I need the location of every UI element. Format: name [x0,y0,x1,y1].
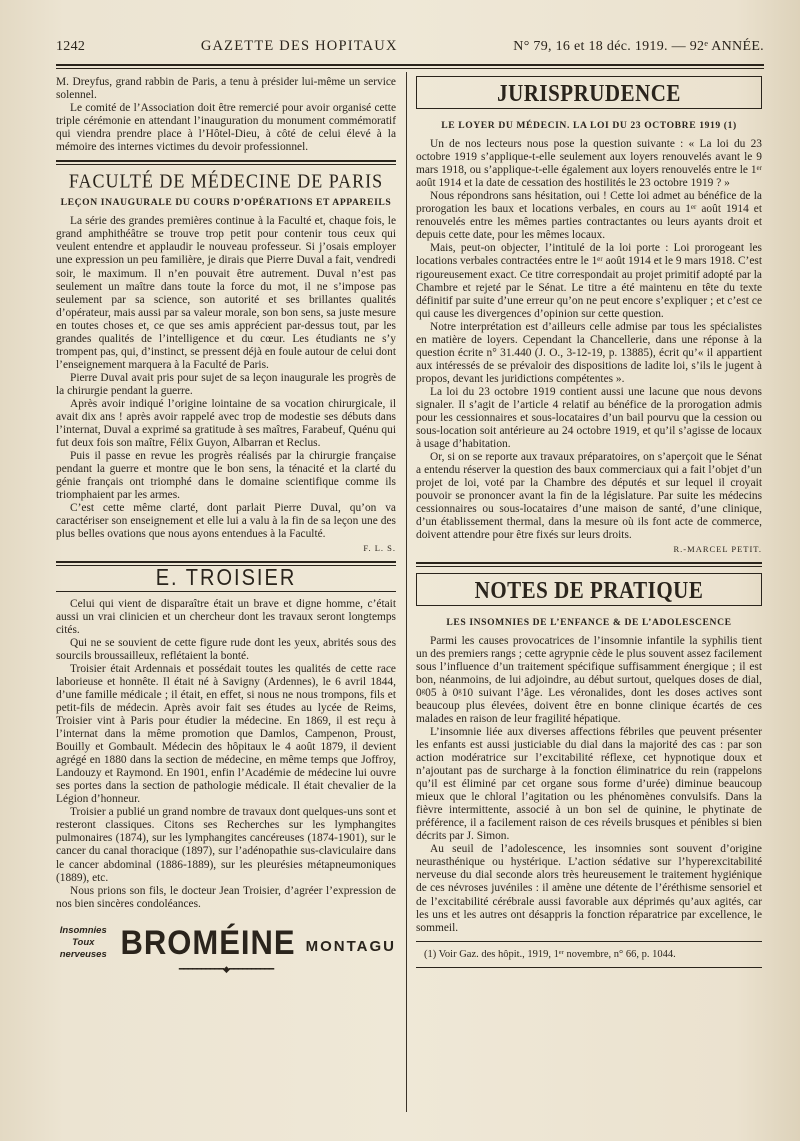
faculte-paragraph-1: La série des grandes premières continue à la Faculté et, chaque fois, le grand amphithéâtre se trouve trop petit pour contenir tous ceux qui veulent entendre et applaudir le nouveau professeur. Si j’osais employer une expression un peu familière, je dirais que Pierre Duval a fait, vendredi soir, le maximum. Il n’en pouvait être autrement. Duval n’est pas seulement un maître dans toute la force du mot, il ne s’impose pas seulement par sa science, son autorité et ses brillantes qualités d’opérateur, mais aussi par sa valeur morale, son bon sens, sa juste mesure en toutes choses et, ce que ses amis apprécient par-dessus tout, par les grandes qualités de l’intelligence et du cœur. Les étudiants ne s’y trompent pas, qui, d’instinct, se pressent déjà en foule autour de celui dont l’enseignement marquera à la Faculté de Paris. [56,215,396,371]
faculte-subhead: LEÇON INAUGURALE DU COURS D’OPÉRATIONS ET APPAREILS [60,197,392,209]
notes-subhead: LES INSOMNIES DE L’ENFANCE & DE L’ADOLESCENCE [446,616,732,628]
troisier-paragraph-4: Troisier a publié un grand nombre de travaux dont quelques-uns sont et resteront classiques. Citons ses Recherches sur les lymphangites pulmonaires (1874), sur les lymphangites cancéreuses (1874-1901), sur le cancer du canal thoracique (1897), sur l’adénopathie sus-claviculaire dans le cancer abdominal (1886-1889), sur les pleurésies métapneumoniques (1889), etc. [56,806,396,884]
faculte-paragraph-4: Puis il passe en revue les progrès réalisés par la chirurgie française pendant la guerre et montre que le bon sens, la ténacité et la clarté du génie français ont triomphé dans le domaine scientifique comme ils triomphaient par les armes. [56,450,396,502]
column-divider [406,72,407,1112]
footnote-rule-bottom [416,967,762,968]
header-rule [56,64,764,69]
faculte-signature [56,542,396,555]
ornament-divider: ━━━━━━━━━━◆━━━━━━━━━━ [178,963,274,974]
troisier-paragraph-2: Qui ne se souvient de cette figure rude dont les yeux, abrités sous des sourcils broussailleux, reflétaient la bonté. [56,636,396,662]
jurisprudence-title: JURISPRUDENCE [497,79,681,107]
troisier-paragraph-5: Nous prions son fils, le docteur Jean Troisier, d’agréer l’expression de nos bien sincères condoléances. [56,884,396,910]
ad-side-line-2: Toux nerveuses [59,936,107,960]
intro-paragraph-1: M. Dreyfus, grand rabbin de Paris, a tenu à présider lui-même un service solennel. [56,76,396,102]
advertisement [56,925,396,961]
section-rule [416,562,762,567]
faculte-paragraph-2: Pierre Duval avait pris pour sujet de sa leçon inaugurale les progrès de la chirurgie pendant la guerre. [56,371,396,397]
footnote: (1) Voir Gaz. des hôpit., 1919, 1ᵉʳ novembre, n° 66, p. 1044. [424,948,676,960]
notes-box [416,573,762,606]
section-rule [56,160,396,165]
troisier-paragraph-3: Troisier était Ardennais et possédait toutes les qualités de cette race laborieuse et honnête. Il était né à Savigny (Ardennes), le 6 avril 1844, d’une famille médicale ; il était, en effet, si nous ne nous trompons, fils et petit-fils de médecin. Après avoir fait ses études au lycée de Reims, Troisier vint à Paris pour étudier la médecine. En 1869, il est reçu à l’internat dans la même promotion que Damlos, Campenon, Proust, Bouilly et Gombault. Médecin des hôpitaux le 4 août 1879, il devient agrégé en 1880 dans la section de médecine, en même temps que Joffroy, Landouzy et Raymond. En 1901, enfin l’Académie de médecine lui ouvre ses portes dans la section de pathologie médicale. Il était chevalier de la Légion d’honneur. [56,662,396,806]
jurisprudence-signature-text: R.-MARCEL PETIT. [673,543,762,554]
ad-side-text [56,925,111,961]
ad-product: BROMÉINE [120,923,296,962]
footnote-rule [416,941,762,942]
faculte-signature-text: F. L. S. [363,542,396,553]
notes-title: NOTES DE PRATIQUE [474,575,704,604]
intro-paragraph-2: Le comité de l’Association doit être remercié pour avoir organisé cette triple cérémonie en attendant l’inauguration du monument commémoratif qui viendra prendre place à l’Hôtel-Dieu, à côté de celui élevé à la mémoire des internes victimes du devoir professionnel. [56,102,396,154]
jurisprudence-signature [416,543,762,556]
jurisprudence-paragraph-3: Mais, peut-on objecter, l’intitulé de la loi porte : Loi prorogeant les locations verbales contractées entre le 1ᵉʳ août 1914 et le 9 mars 1918. C’est rigoureusement exact. Ce titre correspondait au projet primitif adopté par la Chambre et rejeté par le Sénat. Le titre a été maintenu en tête du texte définitif par suite d’une erreur qu’on ne peut encore s’expliquer ; et c’est ce qui cause les divergences d’opinion sur cette question. [416,242,762,320]
jurisprudence-box [416,76,762,109]
faculte-title: FACULTÉ DE MÉDECINE DE PARIS [68,170,384,193]
issue-info: N° 79, 16 et 18 déc. 1919. — 92ᵉ ANNÉE. [513,39,764,54]
left-column [56,76,396,978]
troisier-title: E. TROISIER [155,564,297,591]
notes-paragraph-2: L’insomnie liée aux diverses affections fébriles que peuvent présenter les enfants est aussi justiciable du dial dans la majorité des cas : par son action modératrice sur l’excitabilité réflexe, cet hypnotique doux et n’ajoutant pas de surcharge à la fonction éliminatrice du rein (rappelons qu’il est éliminé par cet organe sous forme d’urée) diminue beaucoup mieux que le chloral l’agitation ou les phénomènes convulsifs. Dans la fièvre intermittente, associé à un bon sel de quinine, le phytinate de préférence, il a facilement raison de ces réveils brusques et pénibles si bien décrits par J. Simon. [416,725,762,843]
jurisprudence-paragraph-4: Notre interprétation est d’ailleurs celle admise par tous les spécialistes en matière de loyers. Cependant la Chancellerie, dans une réponse à la question écrite n° 31.440 (J. O., 3-12-19, p. 13885), écrit qu’« il appartient aux intéressés de se prévaloir des dispositions de ladite loi, s’ils le jugent à propos, devant les juridictions compétentes ». [416,320,762,385]
ad-brand: MONTAGU [305,938,396,956]
faculte-paragraph-5: C’est cette même clarté, dont parlait Pierre Duval, qu’on va caractériser son enseignement et elle lui a valu à la fin de sa leçon une des plus belles ovations que nous ayons entendues à la Faculté. [56,502,396,541]
right-column [416,76,762,974]
section-rule [56,591,396,592]
jurisprudence-paragraph-1: Un de nos lecteurs nous pose la question suivante : « La loi du 23 octobre 1919 s’applique-t-elle seulement aux loyers renouvelés avant le 9 mars 1918, ou s’applique-t-elle également aux loyers renouvelés entre le 1ᵉʳ août 1914 et la date de cessation des hostilités le 23 octobre 1919 ? » [416,138,762,190]
jurisprudence-subhead: LE LOYER DU MÉDECIN. LA LOI DU 23 OCTOBRE 1919 (1) [441,120,737,132]
jurisprudence-paragraph-2: Nous répondrons sans hésitation, oui ! Cette loi admet au bénéfice de la prorogation les baux et locations verbales, en cours au 1ᵉʳ août 1914 et renouvelés entre les mêmes parties contractantes ou leurs ayants droit et depuis cette date, pour les mêmes locaux. [416,190,762,242]
jurisprudence-paragraph-5: La loi du 23 octobre 1919 contient aussi une lacune que nous devons signaler. Il s’agit de l’article 4 relatif au bénéfice de la prorogation admis pour les cessionnaires et sous-locataires d’un bail pourvu que la cession ou sous-location soit antérieure au 24 octobre 1919, et qu’il s’agisse de locaux à usage d’habitation. [416,385,762,451]
troisier-paragraph-1: Celui qui vient de disparaître était un brave et digne homme, c’était aussi un vrai clinicien et un chercheur dont les travaux seront longtemps cités. [56,597,396,636]
ad-side-line-1: Insomnies [59,924,107,936]
faculte-paragraph-3: Après avoir indiqué l’origine lointaine de sa vocation chirurgicale, il avait dix ans ! après avoir rappelé avec trop de modestie ses débuts dans l’internat, Duval a exprimé sa gratitude à ses maîtres, Farabeuf, Quénu qui fut deux fois son maître, Félix Guyon, Albarran et Reclus. [56,397,396,450]
page-header [56,38,764,62]
page-number: 1242 [56,39,86,54]
jurisprudence-paragraph-6: Or, si on se reporte aux travaux préparatoires, on s’aperçoit que le Sénat a entendu réserver la question des baux commerciaux qui a fait l’objet d’un projet de loi, voté par la Chambre des députés et sur lequel il croyait pouvoir se prononcer avant la fin de la législature. Par suite les médecins cessionnaires ou sous-locataires d’une maison de santé, d’une clinique, d’un établissement thermal, dans la mesure où ils font acte de commerce, doivent attendre pour être fixés sur leurs droits. [416,451,762,542]
publication-title: GAZETTE DES HOPITAUX [200,38,398,54]
notes-paragraph-1: Parmi les causes provocatrices de l’insomnie infantile la syphilis tient un des premiers rangs ; cette agrypnie cède le plus souvent assez facilement sous l’influence d’un traitement spécifique suffisamment énergique ; il est bon, néanmoins, de lui adjoindre, au début surtout, quelques doses de dial, 0ᵍ05 à 0ᵍ10 suivant l’âge. Les véronalides, dont les doses actives sont beaucoup plus élevées, doivent être en bonne clinique écartés de ces malades en raison de leur fragilité hépatique. [416,634,762,725]
notes-paragraph-3: Au seuil de l’adolescence, les insomnies sont souvent d’origine neurasthénique ou hystérique. L’action sédative sur l’hyperexcitabilité nerveuse du dial seconde alors très heureusement le traitement hygiénique de ces névroses juvéniles : il amène une détente de l’éréthisme sensoriel et de l’excitabilité cérébrale aussi favorable aux déprimés qu’aux agités, car les uns et les autres ont désappris la fonction réparatrice par excellence, le sommeil. [416,843,762,934]
